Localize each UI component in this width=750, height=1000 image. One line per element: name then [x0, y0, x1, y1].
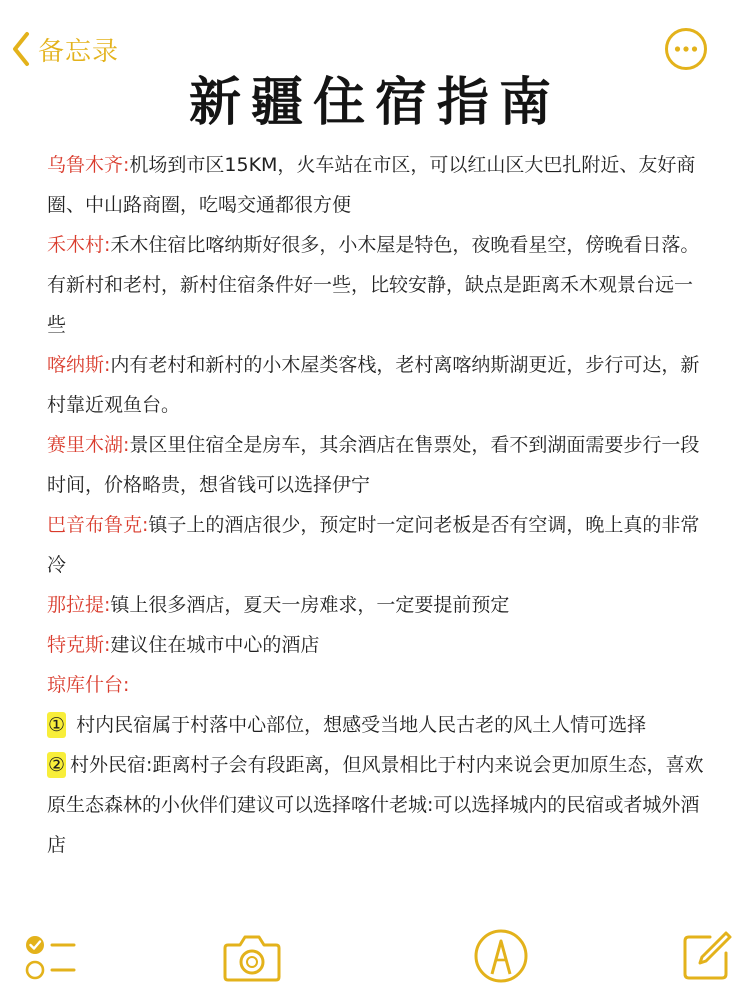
- entry-text: 内有老村和新村的小木屋类客栈，老村离喀纳斯湖更近，步行可达，新村靠近观鱼台。: [47, 354, 700, 416]
- entry-text: 镇上很多酒店，夏天一房难求，一定要提前预定: [110, 594, 510, 616]
- entry-nalati: [47, 585, 707, 625]
- entry-text: 景区里住宿全是房车，其余酒店在售票处，看不到湖面需要步行一段时间，价格略贵，想省钱可以选择伊宁: [47, 434, 700, 496]
- bottom-toolbar: [0, 925, 750, 1000]
- checklist-icon: [24, 933, 80, 983]
- markup-button[interactable]: [472, 927, 530, 989]
- option-number-badge: ①: [48, 714, 66, 736]
- checklist-button[interactable]: [24, 933, 80, 987]
- place-name: 赛里木湖:: [47, 434, 130, 456]
- entry-urumqi: [47, 145, 707, 225]
- entry-bayanbulak: [47, 505, 707, 585]
- place-name: 琼库什台:: [47, 674, 130, 696]
- entry-text: 机场到市区15KM，火车站在市区，可以红山区大巴扎附近、友好商圈、中山路商圈，吃喝交通都很方便: [47, 154, 696, 216]
- entry-text: 建议住在城市中心的酒店: [110, 634, 320, 656]
- place-name: 那拉提:: [47, 594, 111, 616]
- option-text: 村内民宿属于村落中心部位，想感受当地人民古老的风土人情可选择: [70, 714, 647, 736]
- chevron-left-icon: [10, 30, 32, 68]
- more-button[interactable]: [664, 27, 708, 71]
- option-1: [47, 705, 707, 745]
- place-name: 禾木村:: [47, 234, 111, 256]
- entry-qiongkushitai: [47, 665, 707, 705]
- entry-sayram-lake: [47, 425, 707, 505]
- option-2: [47, 745, 707, 865]
- entry-kanas: [47, 345, 707, 425]
- note-title: 新疆住宿指南: [188, 73, 561, 133]
- compose-icon: [680, 929, 734, 983]
- back-label: 备忘录: [38, 36, 120, 67]
- option-number-badge: ②: [48, 754, 66, 776]
- place-name: 巴音布鲁克:: [47, 514, 149, 536]
- back-button[interactable]: [10, 30, 119, 68]
- note-body[interactable]: [47, 145, 707, 865]
- entry-text: 镇子上的酒店很少，预定时一定问老板是否有空调，晚上真的非常冷: [47, 514, 700, 576]
- entry-tekes: [47, 625, 707, 665]
- more-icon: [664, 27, 708, 71]
- option-text: 村外民宿:距离村子会有段距离，但风景相比于村内来说会更加原生态，喜欢原生态森林的小伙伴们建议可以选择喀什老城:可以选择城内的民宿或者城外酒店: [47, 754, 704, 856]
- place-name: 特克斯:: [47, 634, 111, 656]
- pen-markup-icon: [472, 927, 530, 985]
- place-name: 喀纳斯:: [47, 354, 111, 376]
- entry-text: 禾木住宿比喀纳斯好很多，小木屋是特色，夜晚看星空，傍晚看日落。有新村和老村，新村住宿条件好一些，比较安静，缺点是距离禾木观景台远一些: [47, 234, 700, 336]
- place-name: 乌鲁木齐:: [47, 154, 130, 176]
- camera-icon: [222, 929, 282, 985]
- compose-button[interactable]: [680, 929, 734, 987]
- entry-hemu: [47, 225, 707, 345]
- camera-button[interactable]: [222, 929, 282, 989]
